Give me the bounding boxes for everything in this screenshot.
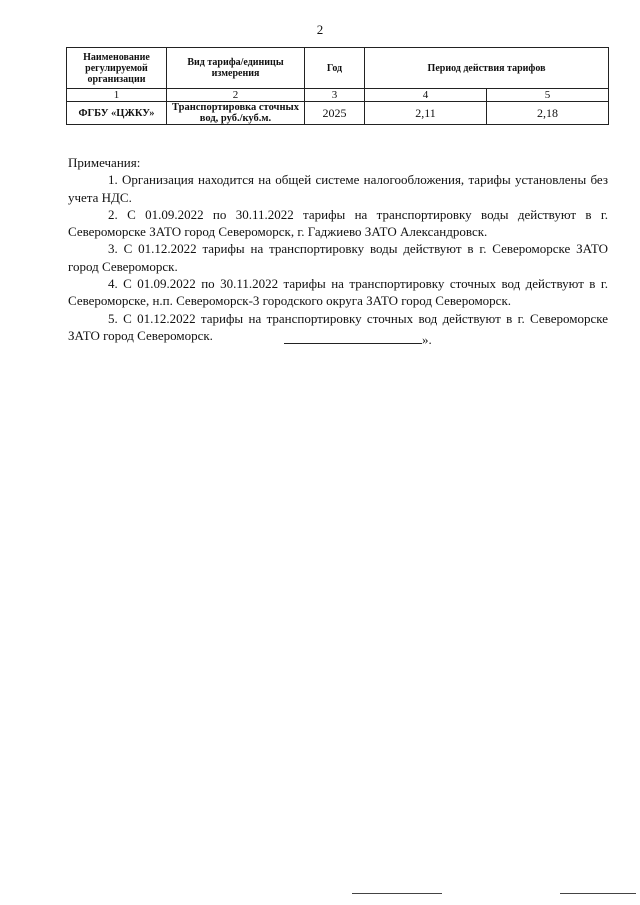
closing-quote: ».: [422, 332, 432, 347]
notes-title: Примечания:: [68, 155, 141, 170]
note-item: 2. С 01.09.2022 по 30.11.2022 тарифы на транспортировку воды действуют в г. Североморске ЗАТО город Североморск, г. Гаджиево ЗАТО Александровск.: [68, 206, 608, 240]
cell-organization: ФГБУ «ЦЖКУ»: [67, 102, 167, 125]
cell-tariff-type: Транспортировка сточных вод, руб./куб.м.: [167, 102, 305, 125]
footer-divider: [352, 893, 442, 894]
signature-underline: [284, 332, 422, 344]
footer-divider: [560, 893, 636, 894]
header-organization: Наименование регулируемой организации: [67, 48, 167, 89]
column-number: 5: [487, 89, 609, 102]
table-row: [67, 102, 609, 125]
column-number: 3: [305, 89, 365, 102]
cell-period-1-value: 2,11: [365, 102, 487, 125]
tariff-table: [66, 47, 609, 125]
notes-section: [68, 154, 608, 344]
header-year: Год: [305, 48, 365, 89]
note-item: 3. С 01.12.2022 тарифы на транспортировку воды действуют в г. Североморске ЗАТО город Североморск.: [68, 241, 608, 274]
note-item: 4. С 01.09.2022 по 30.11.2022 тарифы на транспортировку сточных вод действуют в г. Североморске, н.п. Североморск-3 городского округа ЗАТО город Североморск.: [68, 276, 608, 309]
column-number-row: [67, 89, 609, 102]
cell-year: 2025: [305, 102, 365, 125]
header-period: Период действия тарифов: [365, 48, 609, 89]
header-tariff-type: Вид тарифа/единицы измерения: [167, 48, 305, 89]
column-number: 1: [67, 89, 167, 102]
page-number: 2: [316, 22, 324, 37]
closing-line: [284, 332, 432, 348]
table-header-row: [67, 48, 609, 89]
note-item: 1. Организация находится на общей системе налогообложения, тарифы установлены без учета НДС.: [68, 172, 608, 205]
cell-period-2-value: 2,18: [487, 102, 609, 125]
column-number: 2: [167, 89, 305, 102]
column-number: 4: [365, 89, 487, 102]
note-item: 5. С 01.12.2022 тарифы на транспортировку сточных вод действуют в г. Североморске ЗАТО город Североморск.: [68, 310, 608, 343]
